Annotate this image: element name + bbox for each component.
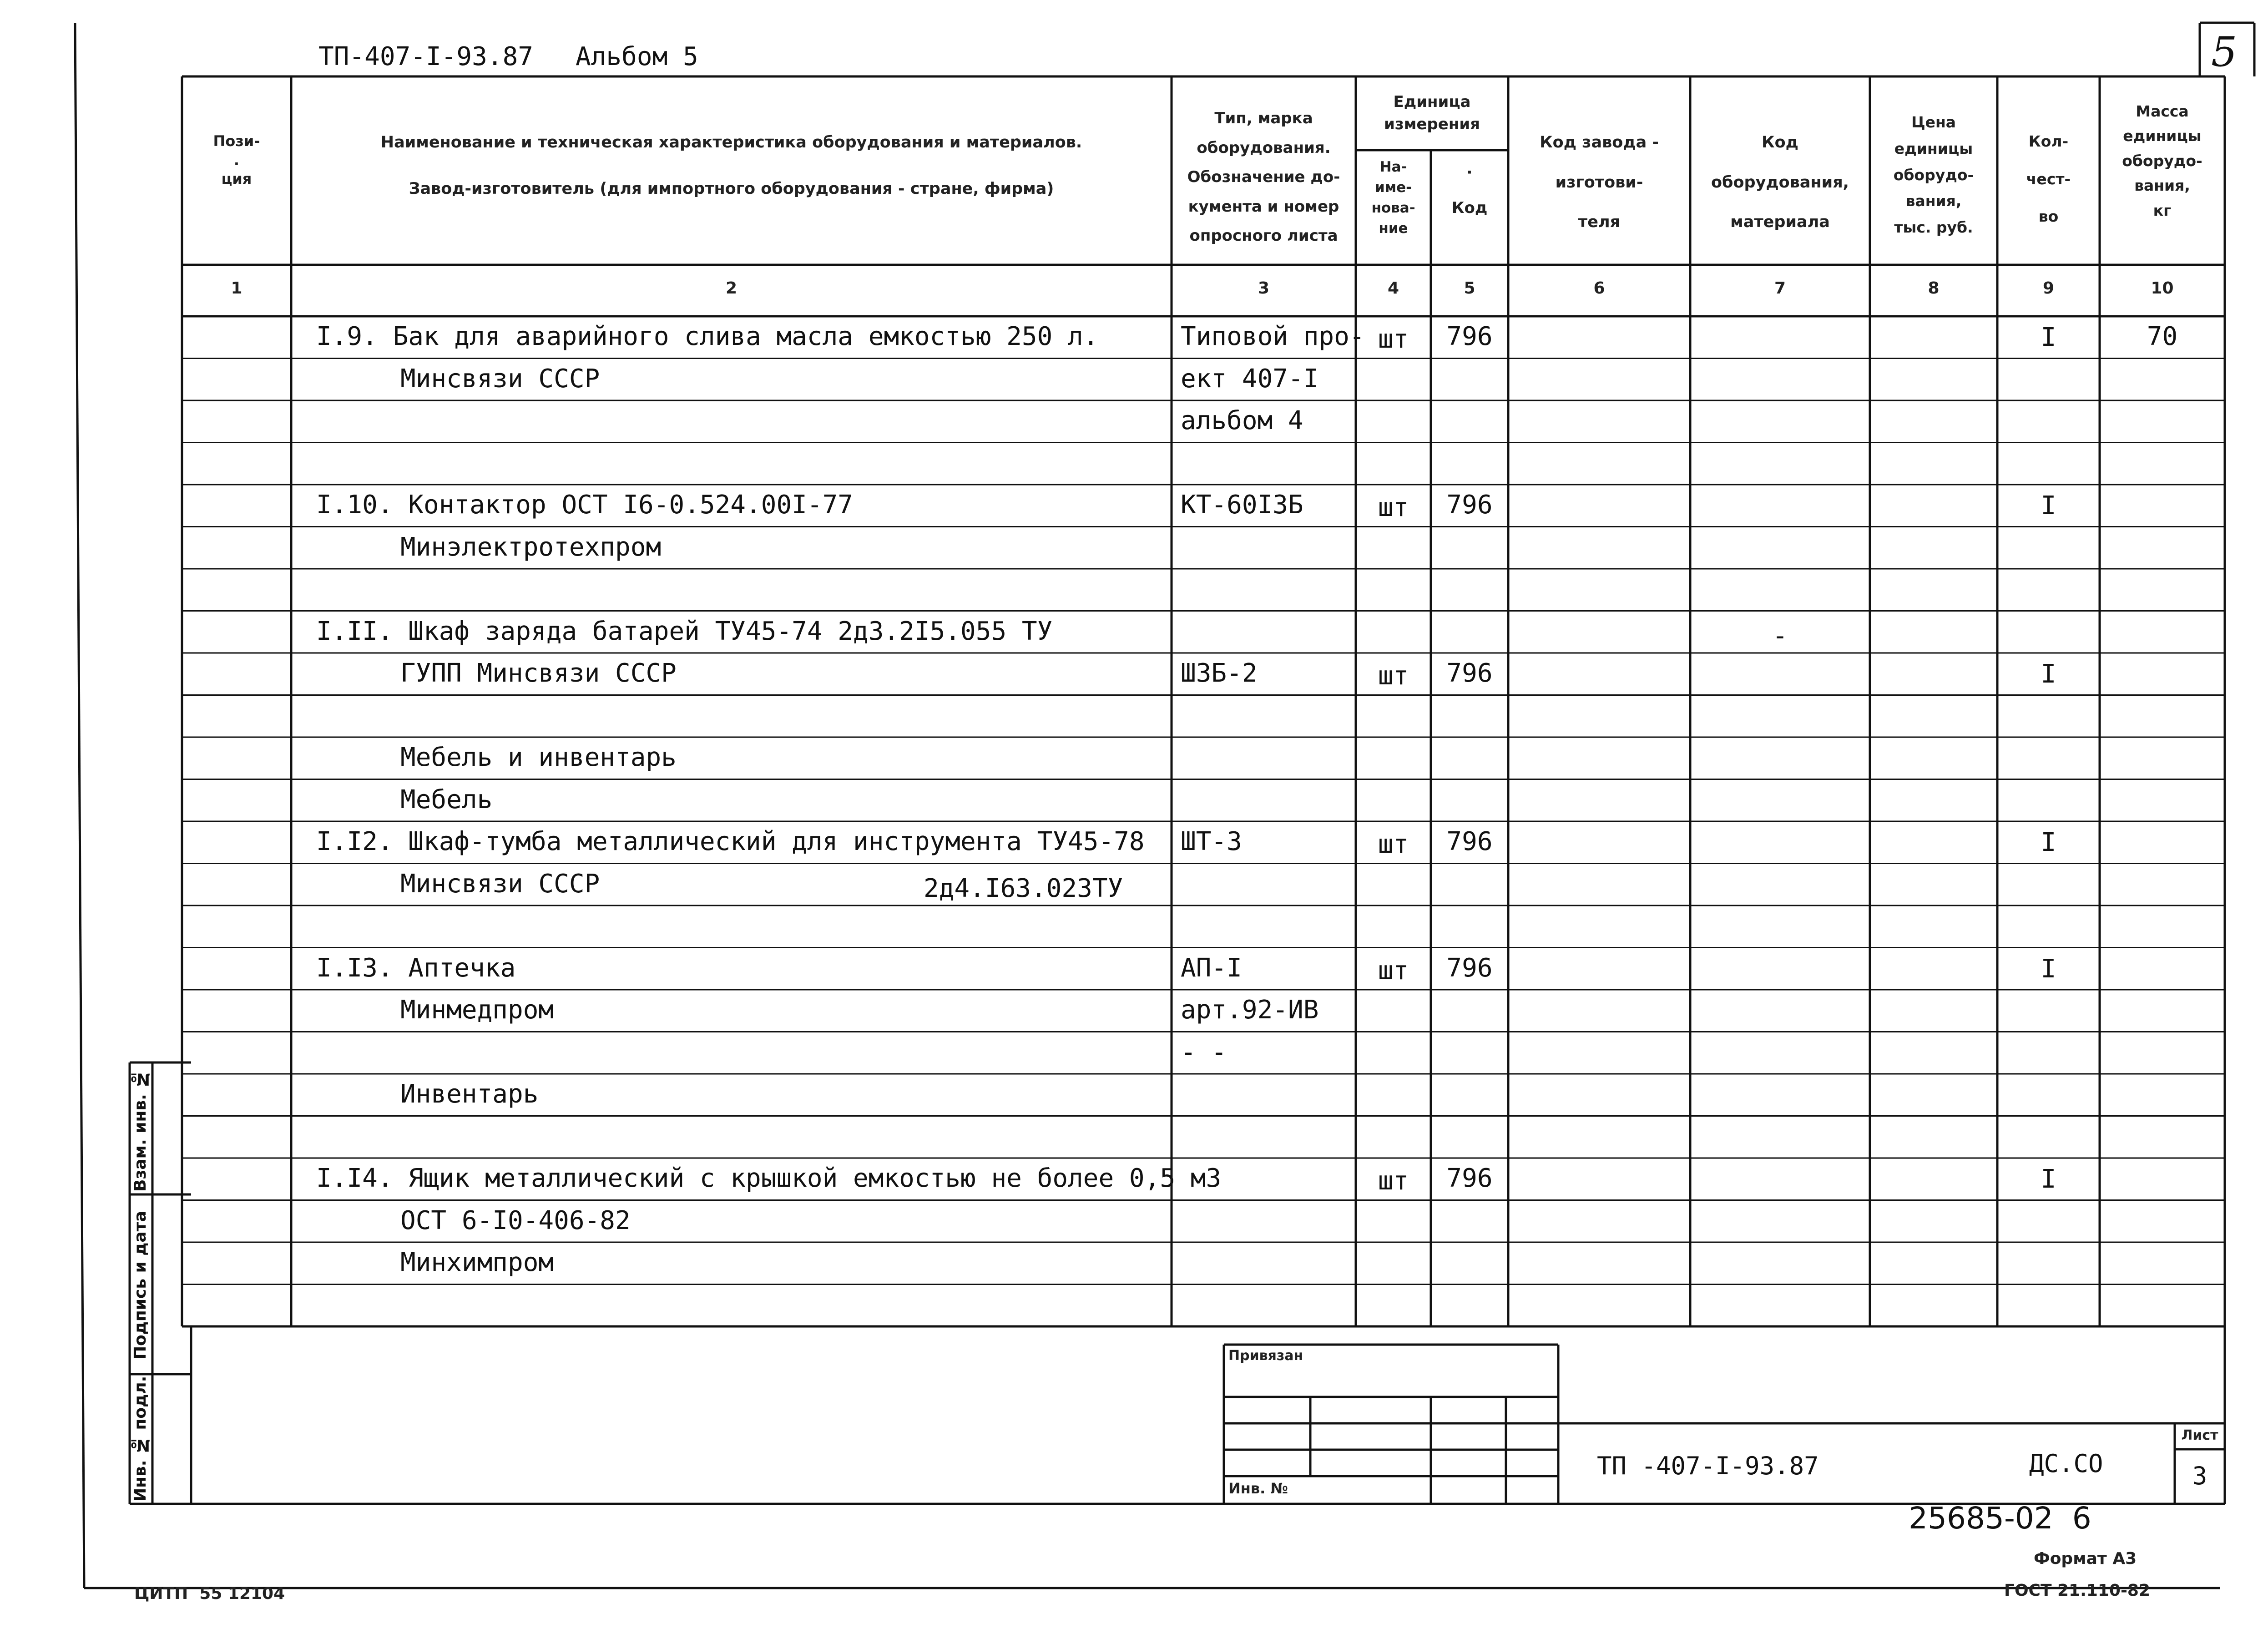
column-number: 2 xyxy=(725,279,737,298)
corner-number: 5 xyxy=(2211,28,2238,76)
item-quantity: I xyxy=(2041,954,2056,984)
item-unit-code: 796 xyxy=(1446,827,1493,856)
item-type: альбом 4 xyxy=(1181,406,1303,435)
item-unit-code: 796 xyxy=(1446,1163,1493,1193)
item-name: Минхимпром xyxy=(400,1248,554,1277)
stamp-sheet-number: 3 xyxy=(2192,1462,2207,1490)
header-mass: Масса единицы оборудо- вания, кг xyxy=(2122,102,2202,219)
item-name: Инвентарь xyxy=(400,1079,539,1109)
header-equipment-code: Код оборудования, материала xyxy=(1711,133,1849,231)
stamp-inv-no: Инв. № xyxy=(1228,1480,1288,1497)
format-label: Формат А3 xyxy=(2034,1549,2137,1568)
column-number: 6 xyxy=(1593,279,1605,298)
header-factory-code: Код завода - изготови- теля xyxy=(1540,133,1659,231)
sidebar-inventory-original: Инв. № подл. xyxy=(131,1376,150,1502)
item-name: I.I4. Ящик металлический с крышкой емкостью не более 0,5 м3 xyxy=(316,1163,1222,1193)
column-number: 9 xyxy=(2042,279,2055,298)
header-quantity: Кол- чест- во xyxy=(2026,132,2071,225)
item-doc-ref: 2д4.I63.023ТУ xyxy=(924,873,1123,903)
header-unit: Единица измерения xyxy=(1384,93,1480,134)
stamp-ds-code: ДС.СО xyxy=(2029,1449,2103,1478)
column-number: 10 xyxy=(2151,279,2174,298)
item-name: Мебель xyxy=(400,784,493,814)
gost-label: ГОСТ 21.110-82 xyxy=(2004,1581,2151,1600)
album-label: Альбом 5 xyxy=(576,42,698,71)
header-position: Пози- . ция xyxy=(213,132,260,188)
item-type: ШЗБ-2 xyxy=(1181,658,1258,688)
item-unit: шт xyxy=(1378,493,1409,522)
column-number: 4 xyxy=(1387,279,1399,298)
item-unit-code: 796 xyxy=(1446,490,1493,520)
item-name: Минмедпром xyxy=(400,995,554,1025)
item-unit: шт xyxy=(1378,324,1409,354)
item-name: I.I3. Аптечка xyxy=(316,953,516,983)
header-type: Тип, марка оборудования. Обозначение до- кумента и номер опросного листа xyxy=(1187,109,1340,245)
header-price: Цена единицы оборудо- вания, тыс. руб. xyxy=(1893,113,1974,236)
header-name-line1: Наименование и техническая характеристика оборудования и материалов. xyxy=(380,133,1082,152)
item-name: I.II. Шкаф заряда батарей ТУ45-74 2д3.2I5.055 ТУ xyxy=(316,616,1053,646)
item-unit-code: 796 xyxy=(1446,322,1493,351)
item-quantity: I xyxy=(2041,828,2056,857)
column-number: 1 xyxy=(231,279,242,298)
item-name: Мебель и инвентарь xyxy=(400,743,677,772)
header-unit-dot: · xyxy=(1466,163,1473,182)
item-name: I.I2. Шкаф-тумба металлический для инструмента ТУ45-78 xyxy=(316,827,1145,856)
item-unit: шт xyxy=(1378,1166,1409,1196)
stamp-document-code: ТП -407-I-93.87 xyxy=(1597,1452,1819,1480)
item-unit: шт xyxy=(1378,830,1409,859)
item-name: Минсвязи СССР xyxy=(400,364,600,394)
sidebar-replacement-inv: Взам. инв. № xyxy=(131,1069,150,1192)
item-mass: 70 xyxy=(2147,322,2178,351)
sidebar-signature-date: Подпись и дата xyxy=(131,1211,150,1360)
item-unit: шт xyxy=(1378,661,1409,691)
item-type: - - xyxy=(1181,1037,1227,1067)
column-number: 3 xyxy=(1258,279,1270,298)
column-number: 5 xyxy=(1464,279,1475,298)
header-unit-code: Код xyxy=(1451,199,1488,217)
handwritten-code: 25685-02 6 xyxy=(1909,1501,2091,1536)
item-unit-code: 796 xyxy=(1446,658,1493,688)
item-unit-code: 796 xyxy=(1446,953,1493,983)
item-quantity: I xyxy=(2041,323,2056,352)
header-unit-name: На- име- нова- ние xyxy=(1371,159,1415,237)
item-name: I.10. Контактор ОСТ I6-0.524.00I-77 xyxy=(316,490,854,520)
column-number: 8 xyxy=(1928,279,1940,298)
item-name: ГУПП Минсвязи СССР xyxy=(400,658,677,688)
stamp-privyazan: Привязан xyxy=(1228,1348,1303,1364)
item-name: Минэлектротехпром xyxy=(400,532,662,562)
item-type: арт.92-ИВ xyxy=(1181,995,1319,1025)
citp-label: ЦИТП 55 12104 xyxy=(134,1584,285,1603)
item-unit: шт xyxy=(1378,956,1409,986)
item-quantity: I xyxy=(2041,659,2056,689)
item-type: Типовой про- xyxy=(1181,322,1365,351)
doc-code: ТП-407-I-93.87 xyxy=(318,42,534,71)
item-equipment-code: - xyxy=(1772,621,1788,651)
item-type: ШТ-3 xyxy=(1181,827,1242,856)
item-name: Минсвязи СССР xyxy=(400,869,600,899)
item-type: КТ-60I3Б xyxy=(1181,490,1303,520)
item-quantity: I xyxy=(2041,491,2056,521)
item-name: ОСТ 6-I0-406-82 xyxy=(400,1205,631,1235)
item-type: ект 407-I xyxy=(1181,364,1319,394)
item-type: АП-I xyxy=(1181,953,1242,983)
stamp-sheet-label: Лист xyxy=(2181,1427,2218,1443)
item-quantity: I xyxy=(2041,1164,2056,1194)
header-name-line2: Завод-изготовитель (для импортного оборудования - стране, фирма) xyxy=(409,180,1054,198)
column-number: 7 xyxy=(1774,279,1786,298)
item-name: I.9. Бак для аварийного слива масла емкостью 250 л. xyxy=(316,322,1099,351)
